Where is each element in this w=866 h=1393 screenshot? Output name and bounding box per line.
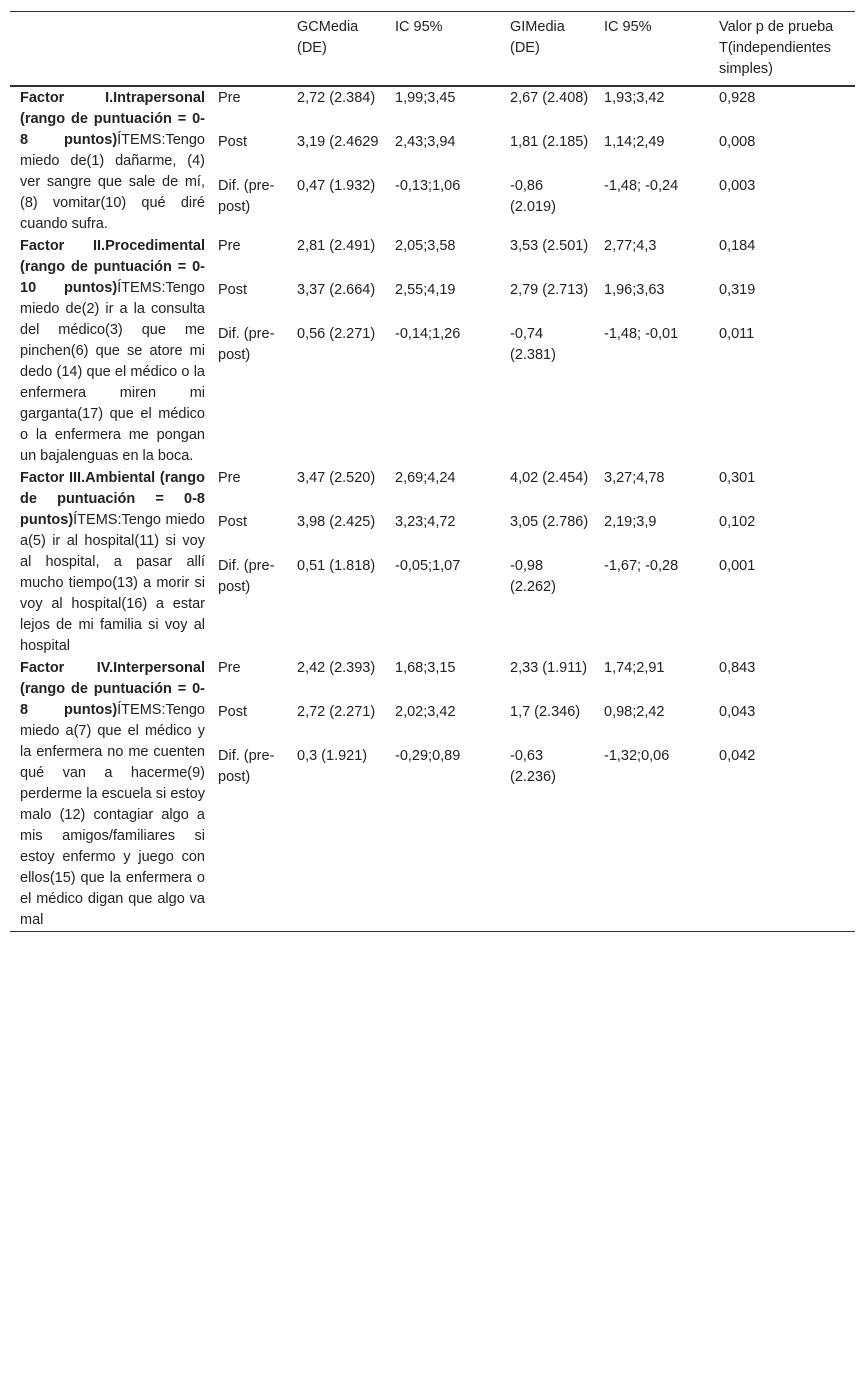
factor-cell [10, 467, 209, 657]
table-row [10, 467, 855, 511]
gi-mean: -0,63 (2.236) [510, 748, 556, 785]
factor-name: Factor I.Intrapersonal (rango de puntuación = 0-8 puntos) [20, 90, 205, 148]
gc-ci: 2,05;3,58 [395, 238, 456, 254]
gi-mean: 2,79 (2.713) [510, 282, 589, 298]
phase-label: Pre [218, 90, 241, 106]
gc-ci: 2,02;3,42 [395, 704, 456, 720]
gc-mean: 0,47 (1.932) [297, 178, 376, 194]
gc-ci: -0,13;1,06 [395, 178, 461, 194]
phase-label: Dif. (pre-post) [218, 326, 275, 363]
gc-mean: 3,47 (2.520) [297, 470, 376, 486]
gc-mean: 0,56 (2.271) [297, 326, 376, 342]
phase-label: Pre [218, 238, 241, 254]
gc-mean: 2,81 (2.491) [297, 238, 376, 254]
gi-mean: -0,86 (2.019) [510, 178, 556, 215]
gc-mean: 2,42 (2.393) [297, 660, 376, 676]
gc-ci: -0,14;1,26 [395, 326, 461, 342]
gi-mean: 2,67 (2.408) [510, 90, 589, 106]
p-value: 0,301 [719, 470, 756, 486]
factor-cell [10, 657, 209, 932]
table-row [10, 235, 855, 279]
factor-items: ÍTEMS:Tengo miedo a(5) ir al hospital(11) si voy al hospital, a pasar allí mucho tiempo(13) a morir si voy al hospital(16) a estar lejos de mi familia si voy al hospital [20, 512, 205, 654]
phase-label: Dif. (pre-post) [218, 178, 275, 215]
gi-ci: 3,27;4,78 [604, 470, 665, 486]
gc-ci: 1,68;3,15 [395, 660, 456, 676]
gc-ci: 2,43;3,94 [395, 134, 456, 150]
header-gc-ci: IC 95% [395, 19, 443, 35]
gc-ci: -0,29;0,89 [395, 748, 461, 764]
gc-mean: 0,3 (1.921) [297, 748, 368, 764]
p-value: 0,843 [719, 660, 756, 676]
p-value: 0,042 [719, 748, 756, 764]
factor-name: Factor IV.Interpersonal (rango de puntuación = 0-8 puntos) [20, 660, 205, 718]
gi-mean: 3,53 (2.501) [510, 238, 589, 254]
header-gi-ci: IC 95% [604, 19, 652, 35]
results-table [10, 11, 855, 932]
gi-mean: 1,81 (2.185) [510, 134, 589, 150]
p-value: 0,102 [719, 514, 756, 530]
p-value: 0,928 [719, 90, 756, 106]
phase-label: Post [218, 704, 248, 720]
p-value: 0,319 [719, 282, 756, 298]
gi-ci: 1,14;2,49 [604, 134, 665, 150]
p-value: 0,003 [719, 178, 756, 194]
gc-ci: 1,99;3,45 [395, 90, 456, 106]
p-value: 0,008 [719, 134, 756, 150]
p-value: 0,011 [719, 326, 755, 342]
header-gc-mean: GCMedia (DE) [297, 19, 359, 56]
gi-ci: 2,19;3,9 [604, 514, 657, 530]
factor-name: Factor III.Ambiental (rango de puntuación = 0-8 puntos) [20, 470, 205, 528]
gc-mean: 2,72 (2.384) [297, 90, 376, 106]
factor-cell [10, 86, 209, 235]
gc-mean: 3,98 (2.425) [297, 514, 376, 530]
phase-label: Post [218, 514, 248, 530]
gc-ci: 3,23;4,72 [395, 514, 456, 530]
header-p-value: Valor p de prueba T(independientes simples) [719, 19, 834, 77]
gi-ci: -1,48; -0,24 [604, 178, 679, 194]
gi-mean: 1,7 (2.346) [510, 704, 581, 720]
header-phase [209, 12, 288, 87]
table-row [10, 86, 855, 131]
factor-cell [10, 235, 209, 467]
factor-items: ÍTEMS:Tengo miedo a(7) que el médico y la enfermera no me cuenten qué van a hacerme(9) perderme la escuela si estoy malo (12) contagiar algo a mis amigos/familiares si estoy enfermo y juego con ellos(15) que la enfermera o el médico digan que algo va mal [20, 702, 205, 928]
gi-ci: 1,74;2,91 [604, 660, 665, 676]
gi-ci: 1,96;3,63 [604, 282, 665, 298]
phase-label: Post [218, 282, 248, 298]
gi-ci: -1,32;0,06 [604, 748, 670, 764]
gi-ci: -1,48; -0,01 [604, 326, 679, 342]
gc-mean: 3,37 (2.664) [297, 282, 376, 298]
gi-mean: -0,74 (2.381) [510, 326, 556, 363]
gc-mean: 3,19 (2.4629 [297, 134, 379, 150]
table-row [10, 657, 855, 701]
phase-label: Post [218, 134, 248, 150]
p-value: 0,184 [719, 238, 756, 254]
gi-mean: 3,05 (2.786) [510, 514, 589, 530]
header-factor [10, 12, 209, 87]
gc-ci: 2,69;4,24 [395, 470, 456, 486]
p-value: 0,001 [719, 558, 756, 574]
gi-mean: 2,33 (1.911) [510, 660, 588, 676]
phase-label: Dif. (pre-post) [218, 748, 275, 785]
phase-label: Pre [218, 660, 241, 676]
gi-ci: 1,93;3,42 [604, 90, 665, 106]
factor-name: Factor II.Procedimental (rango de puntuación = 0-10 puntos) [20, 238, 205, 296]
gc-mean: 2,72 (2.271) [297, 704, 376, 720]
gi-ci: -1,67; -0,28 [604, 558, 679, 574]
factor-items: ÍTEMS:Tengo miedo de(1) dañarme, (4) ver sangre que sale de mí,(8) vomitar(10) qué diré cuando sufra. [20, 132, 205, 232]
gi-mean: 4,02 (2.454) [510, 470, 589, 486]
header-gi-mean: GIMedia (DE) [510, 19, 565, 56]
gi-ci: 0,98;2,42 [604, 704, 665, 720]
gi-mean: -0,98 (2.262) [510, 558, 556, 595]
phase-label: Pre [218, 470, 241, 486]
gi-ci: 2,77;4,3 [604, 238, 657, 254]
gc-mean: 0,51 (1.818) [297, 558, 376, 574]
gc-ci: -0,05;1,07 [395, 558, 461, 574]
gc-ci: 2,55;4,19 [395, 282, 456, 298]
p-value: 0,043 [719, 704, 756, 720]
header-row [10, 12, 855, 87]
phase-label: Dif. (pre-post) [218, 558, 275, 595]
factor-items: ÍTEMS:Tengo miedo de(2) ir a la consulta del médico(3) que me pinchen(6) que se atore mi dedo (14) que el médico o la enfermera miren mi garganta(17) que el médico o la enfermera me pongan un bajalenguas en la boca. [20, 280, 205, 464]
